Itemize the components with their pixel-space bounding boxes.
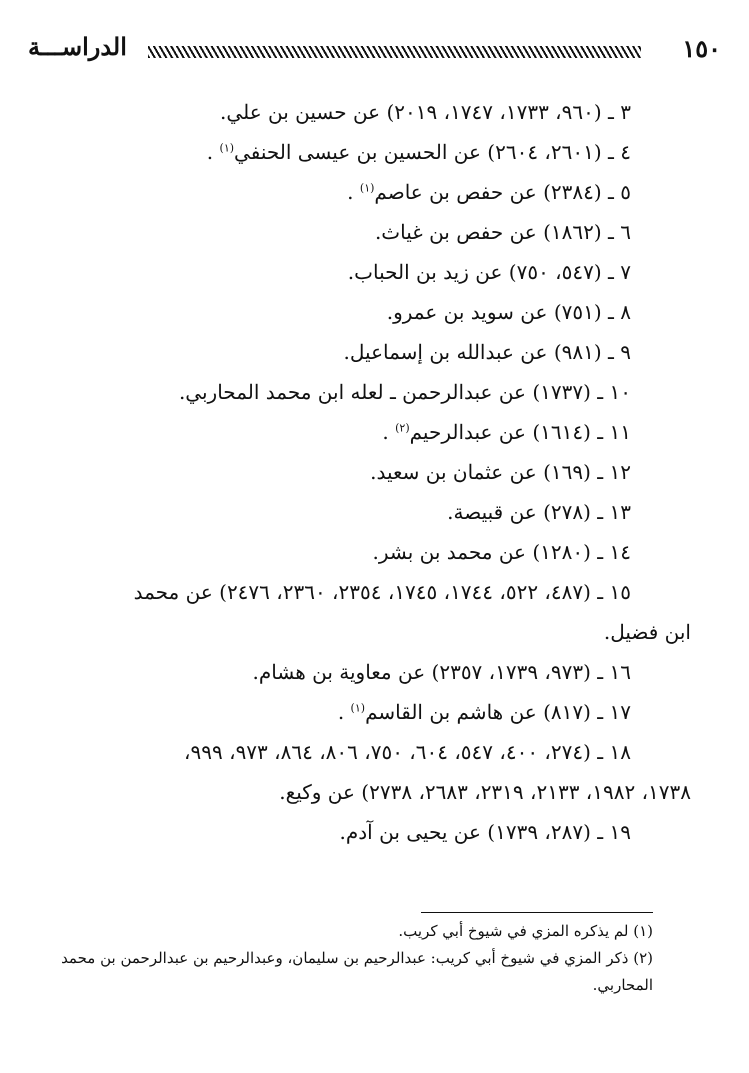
list-item-continuation: ١٧٣٨، ١٩٨٢، ٢١٣٣، ٢٣١٩، ٢٦٨٣، ٢٧٣٨) عن وكيع. bbox=[279, 780, 691, 804]
footnote: (٢) ذكر المزي في شيوخ أبي كريب: عبدالرحيم بن سليمان، وعبدالرحيم بن عبدالرحمن بن محمد المحاربي. bbox=[61, 949, 653, 994]
list-item: ٥ ـ (٢٣٨٤) عن حفص بن عاصم$^{(١)}$ . bbox=[347, 180, 631, 204]
list-item: ١٢ ـ (١٦٩) عن عثمان بن سعيد. bbox=[370, 460, 631, 484]
entry-list bbox=[42, 92, 691, 852]
footnote: (١) لم يذكره المزي في شيوخ أبي كريب. bbox=[398, 922, 653, 940]
running-title: الدراســـة bbox=[28, 32, 127, 61]
list-item: ٧ ـ (٥٤٧، ٧٥٠) عن زيد بن الحباب. bbox=[347, 260, 631, 284]
list-item: ١٩ ـ (٢٨٧، ١٧٣٩) عن يحيى بن آدم. bbox=[339, 820, 631, 844]
page-number: ١٥٠ bbox=[682, 34, 721, 63]
footnotes bbox=[40, 918, 653, 999]
page-header bbox=[28, 30, 721, 70]
footnote-marker: (١) bbox=[219, 141, 235, 155]
footnote-marker: (١) bbox=[350, 701, 366, 715]
header-hatched-rule bbox=[148, 46, 641, 58]
list-item: ١٣ ـ (٢٧٨) عن قبيصة. bbox=[447, 500, 631, 524]
list-item: ٣ ـ (٩٦٠، ١٧٣٣، ١٧٤٧، ٢٠١٩) عن حسين بن علي. bbox=[220, 100, 631, 124]
list-item: ٨ ـ (٧٥١) عن سويد بن عمرو. bbox=[386, 300, 631, 324]
list-item: ١١ ـ (١٦١٤) عن عبدالرحيم$^{(٢)}$ . bbox=[382, 420, 631, 444]
list-item: ١٨ ـ (٢٧٤، ٤٠٠، ٥٤٧، ٦٠٤، ٧٥٠، ٨٠٦، ٨٦٤، ٩٧٣، ٩٩٩، bbox=[184, 740, 631, 764]
list-item: ١٠ ـ (١٧٣٧) عن عبدالرحمن ـ لعله ابن محمد المحاربي. bbox=[178, 380, 631, 404]
footnote-marker: (٢) bbox=[395, 421, 410, 435]
footnote-separator bbox=[421, 912, 653, 913]
list-item: ٤ ـ (٢٦٠١، ٢٦٠٤) عن الحسين بن عيسى الحنفي$^{(١)}$ . bbox=[206, 140, 631, 164]
list-item: ١٧ ـ (٨١٧) عن هاشم بن القاسم$^{(١)}$ . bbox=[337, 700, 631, 724]
list-item: ٦ ـ (١٨٦٢) عن حفص بن غياث. bbox=[374, 220, 631, 244]
list-item: ١٦ ـ (٩٧٣، ١٧٣٩، ٢٣٥٧) عن معاوية بن هشام. bbox=[252, 660, 631, 684]
footnote-marker: (١) bbox=[359, 181, 375, 195]
list-item: ٩ ـ (٩٨١) عن عبدالله بن إسماعيل. bbox=[343, 340, 631, 364]
list-item: ١٥ ـ (٤٨٧، ٥٢٢، ١٧٤٤، ١٧٤٥، ٢٣٥٤، ٢٣٦٠، ٢٤٧٦) عن محمد bbox=[133, 580, 631, 604]
list-item: ١٤ ـ (١٢٨٠) عن محمد بن بشر. bbox=[372, 540, 631, 564]
list-item-continuation: ابن فضيل. bbox=[603, 620, 691, 644]
